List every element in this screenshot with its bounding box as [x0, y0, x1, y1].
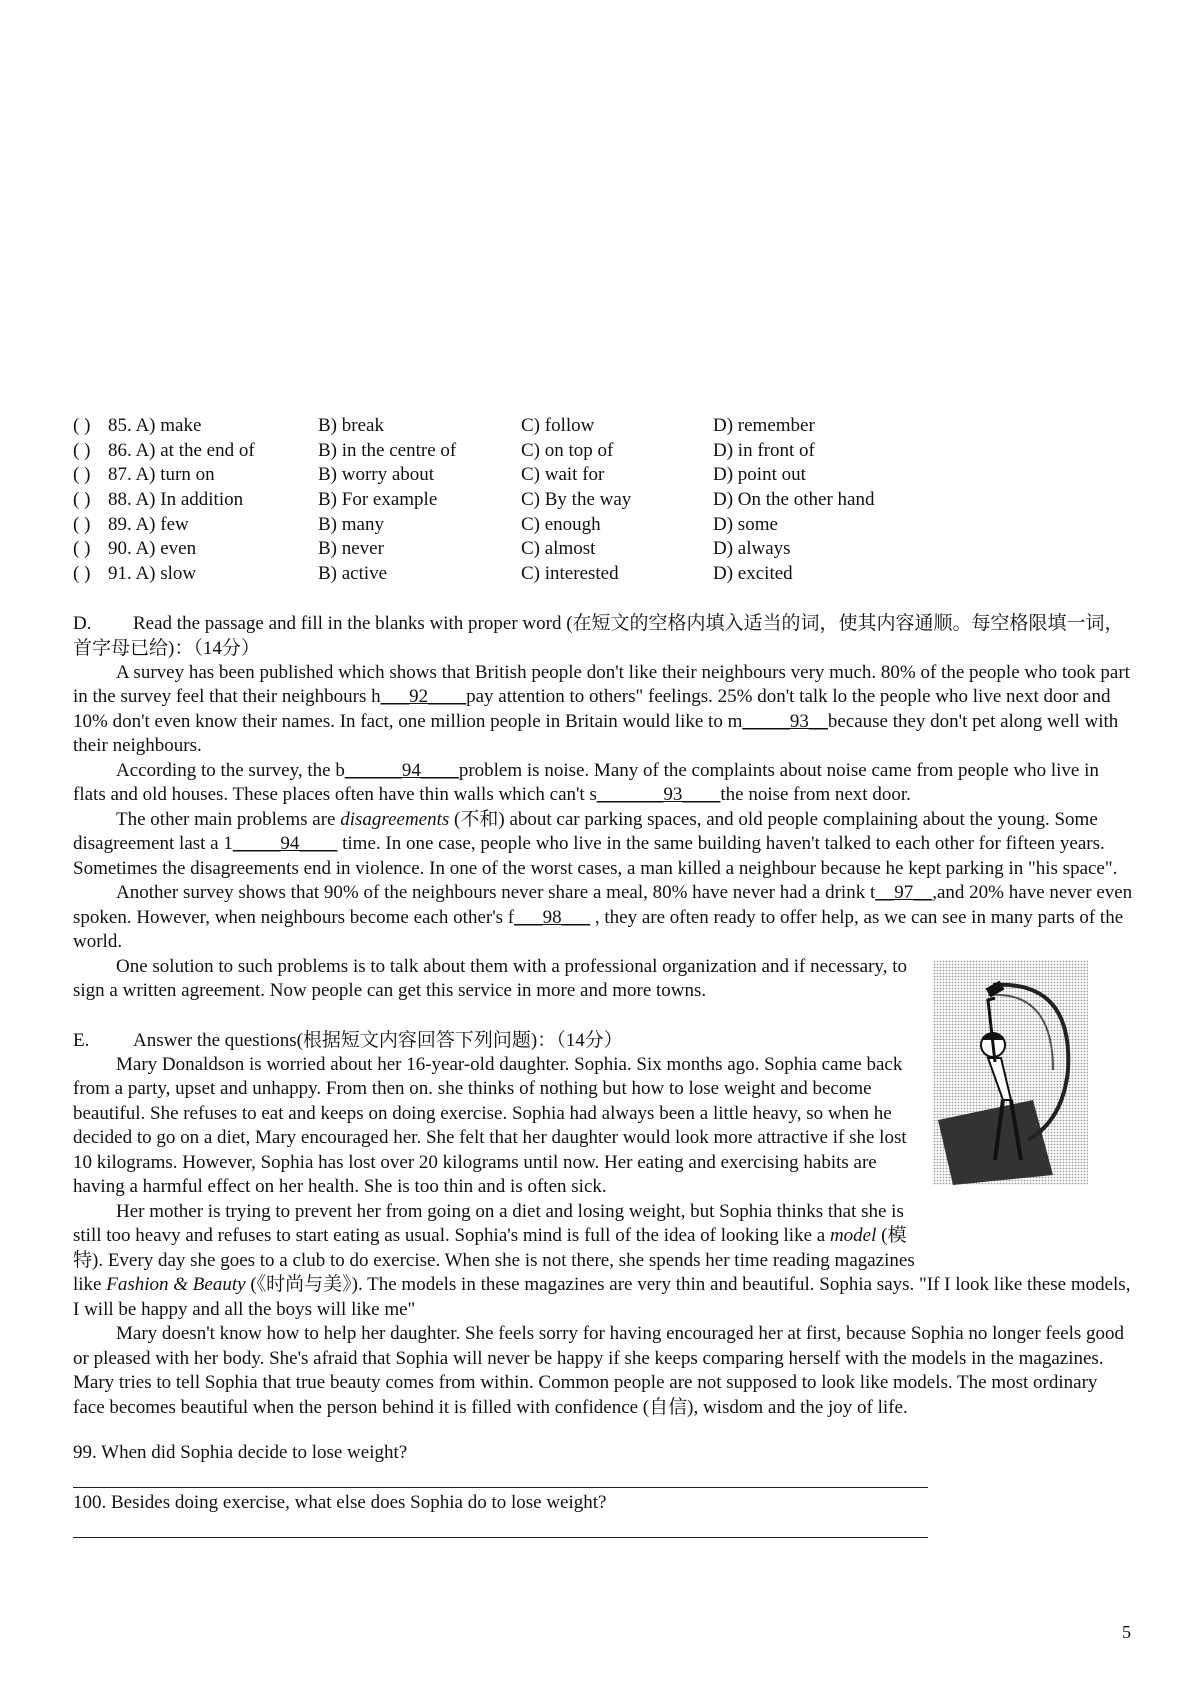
option-d: D) point out — [713, 464, 806, 486]
option-b: B) in the centre of — [318, 439, 457, 461]
option-b: B) For example — [318, 489, 438, 511]
blank-94b: _____94____ — [232, 833, 338, 855]
option-b: B) break — [318, 415, 384, 436]
blank-97: __97__ — [875, 882, 933, 904]
section-d-paragraph-4 — [73, 881, 1133, 955]
option-c: C) almost — [521, 538, 596, 560]
blank-98: ___98___ — [514, 906, 591, 928]
option-a — [108, 463, 215, 488]
text-run: , they are often ready to offer help, as we can see in many parts of the world. — [73, 906, 1124, 953]
option-a — [108, 439, 255, 464]
text-run: (模特). Every day she goes to a club to do exercise. When she is not there, she spends her time reading magazines like — [73, 1225, 915, 1296]
option-a — [108, 513, 189, 538]
answer-paren: ( ) — [73, 489, 91, 511]
text-run: The other main problems are — [116, 808, 341, 830]
option-a — [108, 488, 243, 513]
option-row — [73, 439, 1133, 464]
option-b: B) many — [318, 513, 384, 535]
text-run: because they don't pet along well with their neighbours. — [73, 710, 1119, 757]
answer-paren: ( ) — [73, 538, 91, 560]
option-a-text: A) slow — [135, 563, 197, 585]
option-d: D) in front of — [713, 439, 815, 461]
text-run: the noise from next door. — [720, 784, 911, 806]
option-a — [108, 414, 201, 439]
option-d: D) always — [713, 538, 791, 560]
option-c: C) By the way — [521, 489, 632, 511]
option-c: C) wait for — [521, 464, 605, 486]
option-row — [73, 513, 1133, 538]
option-row — [73, 562, 1133, 587]
option-row — [73, 414, 1133, 439]
question-number: 85. — [108, 415, 132, 436]
option-a — [108, 537, 196, 562]
section-e-letter: E. — [73, 1029, 90, 1051]
section-d-letter: D. — [73, 612, 92, 634]
section-e-paragraph-3: Mary doesn't know how to help her daughter. She feels sorry for having encouraged her at first, because Sophia no longer feels good or pleased with her body. She's afraid that Sophia will never be happy if she keeps comparing herself with the models in the magazines. Mary tries to tell Sophia that true beauty comes from within. Common people are not supposed to look like models. The most ordinary face becomes beautiful when the person behind it is filled with confidence (自信), wisdom and the joy of life. — [73, 1323, 1125, 1418]
option-a-text: A) turn on — [135, 464, 215, 486]
option-c: C) follow — [521, 415, 595, 436]
question-number: 86. — [108, 439, 132, 461]
answer-paren: ( ) — [73, 563, 91, 585]
option-a-text: A) In addition — [135, 489, 244, 511]
option-a-text: A) make — [135, 415, 202, 436]
text-run: problem is noise. Many of the complaints about noise came from people who live in flats and old houses. These places often have thin walls which can't s — [73, 759, 1099, 806]
option-a-text: A) even — [135, 538, 197, 560]
section-d-paragraph-5: One solution to such problems is to talk about them with a professional organization and if necessary, to sign a written agreement. Now people can get this service in more and more towns. — [73, 955, 907, 1002]
option-b: B) active — [318, 563, 388, 585]
options-list — [73, 414, 1133, 587]
option-row — [73, 537, 1133, 562]
exercise-illustration — [933, 960, 1088, 1185]
section-d-paragraph-3 — [73, 808, 1133, 882]
answer-paren: ( ) — [73, 464, 91, 486]
option-d: D) some — [713, 513, 778, 535]
section-d-heading — [73, 611, 1133, 661]
question-number: 90. — [108, 538, 132, 560]
option-c: C) enough — [521, 513, 601, 535]
question-number: 88. — [108, 489, 132, 511]
answer-paren: ( ) — [73, 439, 91, 461]
text-run: According to the survey, the b — [116, 759, 345, 781]
italic-term: model — [829, 1225, 877, 1247]
option-c: C) interested — [521, 563, 619, 585]
option-a-text: A) at the end of — [135, 439, 255, 461]
answer-line-99[interactable] — [73, 1465, 928, 1488]
option-a — [108, 562, 196, 587]
option-a-text: A) few — [135, 513, 189, 535]
text-run: pay attention to others" feelings. 25% don't talk lo the people who live next door and 10% don't even know their names. In fact, one million people in Britain would like to m — [73, 686, 1111, 732]
section-d-paragraph-2 — [73, 759, 1133, 808]
section-e-instruction: Answer the questions(根据短文内容回答下列问题)：（14分） — [133, 1029, 623, 1051]
question-number: 91. — [108, 563, 132, 585]
answer-paren: ( ) — [73, 415, 91, 436]
blank-94a: ______94____ — [344, 759, 459, 781]
section-d-paragraph-1 — [73, 661, 1133, 759]
text-run: time. In one case, people who live in the same building haven't talked to each other for fifteen years. Sometimes the disagreements end in violence. In one of the worst cases, a man killed a neighbour because he kept parking in "his space". — [73, 833, 1118, 879]
page-number: 5 — [1122, 1622, 1131, 1642]
blank-93b: _______93____ — [596, 784, 721, 806]
blank-93a: _____93__ — [742, 710, 828, 732]
section-d-instruction: Read the passage and fill in the blanks with proper word (在短文的空格内填入适当的词，使其内容通顺。每空格限填一词，首字母已给)：（14分） — [73, 612, 1124, 659]
text-run: Another survey shows that 90% of the neighbours never share a meal, 80% have never had a drink t — [116, 882, 876, 904]
option-c: C) on top of — [521, 439, 614, 461]
option-b: B) worry about — [318, 464, 435, 486]
blank-92: ___92____ — [380, 686, 467, 708]
question-number: 87. — [108, 464, 132, 486]
text-run: Mary Donaldson is worried about her 16-year-old daughter. Sophia. Six months ago. Sophia came back from a party, upset and unhappy. From then on. she thinks of nothing but how to lose weight and become beautiful. She refuses to eat and keeps on doing exercise. Sophia had always been a little heavy, so when he decided to go on a diet, Mary encouraged her. She felt that her daughter would look more attractive if she lost 10 kilograms. However, Sophia has lost over 20 kilograms until now. Her eating and exercising habits are having a harmful effect on her health. She is too thin and is often sick. — [73, 1053, 907, 1198]
option-b: B) never — [318, 538, 384, 560]
italic-term: disagreements — [340, 808, 450, 830]
option-d: D) excited — [713, 563, 793, 585]
option-row — [73, 488, 1133, 513]
answer-paren: ( ) — [73, 513, 91, 535]
magazine-title: Fashion & Beauty — [106, 1274, 246, 1296]
text-run: Her mother is trying to prevent her from going on a diet and losing weight, but Sophia thinks that she is still too heavy and refuses to start eating as usual. Sophia's mind is full of the idea of looking like a — [73, 1200, 904, 1247]
question-100: 100. Besides doing exercise, what else does Sophia do to lose weight? — [73, 1492, 607, 1514]
question-99: 99. When did Sophia decide to lose weight? — [73, 1442, 408, 1464]
option-d: D) remember — [713, 415, 815, 436]
answer-line-100[interactable] — [73, 1515, 928, 1538]
option-row — [73, 463, 1133, 488]
text-run: ,and 20% have never even spoken. However, when neighbours become each other's f — [73, 882, 1133, 928]
text-run: (《时尚与美》). The models in these magazines are very thin and beautiful. Sophia says. "If I look like these models, I will be happy and all the boys will like me" — [73, 1274, 1131, 1320]
text-run: (不和) about car parking spaces, and old people complaining about the young. Some disagreement last a 1 — [73, 808, 1098, 855]
question-number: 89. — [108, 513, 132, 535]
option-d: D) On the other hand — [713, 489, 875, 511]
text-run: A survey has been published which shows that British people don't like their neighbours very much. 80% of the people who took part in the survey feel that their neighbours h — [73, 661, 1130, 708]
